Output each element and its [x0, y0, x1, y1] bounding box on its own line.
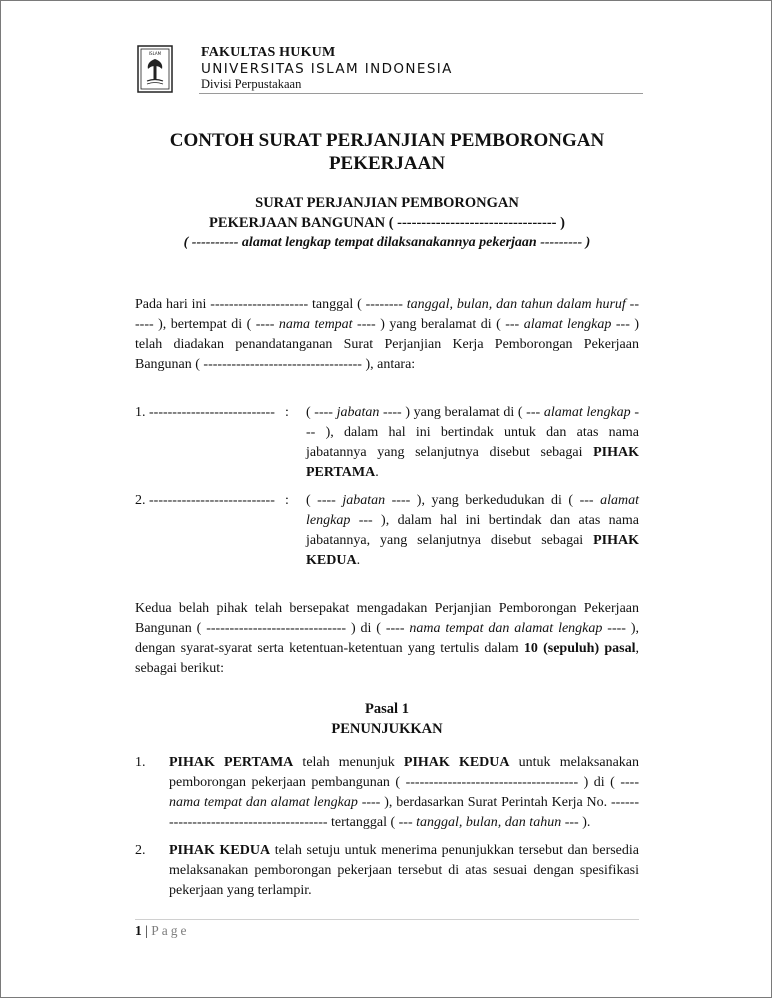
svg-text:ISLAM: ISLAM: [148, 51, 162, 56]
page-footer: [135, 923, 189, 939]
page-separator: |: [141, 923, 152, 938]
agreement-heading: [101, 193, 673, 253]
item-text: --- ).: [561, 815, 591, 830]
article-count: 10 (sepuluh) pasal: [523, 641, 636, 656]
intro-text: --- ) telah diadakan penandatanganan Surat Perjanjian Kerja Pemborongan Pekerjaan Bangunan ( ---------------------------------- ), antara:: [135, 317, 640, 372]
party-position-placeholder: jabatan: [342, 493, 386, 508]
item-text: telah menunjuk: [293, 755, 404, 770]
letterhead-rule: [199, 93, 643, 94]
intro-paragraph: [135, 295, 639, 375]
item-text: untuk melaksanakan pemborongan pekerjaan pembangunan ( ------------------------------------- ) di ( ----: [169, 755, 639, 790]
item-1-number: 1.: [135, 755, 146, 770]
title-line-2: PEKERJAAN: [328, 153, 446, 174]
agreement-text: , sebagai berikut:: [135, 641, 639, 676]
agreement-paragraph: [135, 599, 639, 679]
party-2-colon: :: [285, 493, 289, 508]
party-text: ---- ) yang beralamat di ( ---: [379, 405, 544, 420]
party-text: .: [375, 465, 379, 480]
party-2-description: [306, 491, 639, 571]
item-place-placeholder: nama tempat dan alamat lengkap: [169, 795, 358, 810]
item-text: ---- ), berdasarkan Surat Perintah Kerja No. ---------------------------------------- tertanggal ( ---: [169, 795, 639, 830]
party-role: PIHAK KEDUA: [403, 755, 510, 770]
footer-rule: [135, 919, 639, 920]
faculty-name: FAKULTAS HUKUM: [201, 45, 336, 60]
party-1-description: [306, 403, 639, 483]
item-date-placeholder: tanggal, bulan, dan tahun: [416, 815, 562, 830]
party-address-placeholder: alamat lengkap: [543, 405, 631, 420]
party-address-placeholder: alamat lengkap: [306, 493, 639, 528]
party-text: ( ----: [306, 493, 343, 508]
party-role: PIHAK PERTAMA: [306, 445, 639, 480]
university-logo: [137, 45, 173, 93]
article-title: PENUNJUKKAN: [331, 721, 443, 737]
subtitle-line-3: ( ---------- alamat lengkap tempat dilaksanakannya pekerjaan --------- ): [183, 235, 591, 250]
intro-place-placeholder: nama tempat: [278, 317, 353, 332]
party-1-colon: :: [285, 405, 289, 420]
party-text: ---- ), yang berkedudukan di ( ---: [385, 493, 601, 508]
party-text: --- ), dalam hal ini bertindak untuk dan atas nama jabatannya yang selanjutnya disebut sebagai: [306, 405, 639, 460]
party-2-name: 2. ---------------------------: [135, 493, 275, 508]
subtitle-line-2: PEKERJAAN BANGUNAN ( --------------------------------- ): [209, 215, 565, 231]
item-text: telah setuju untuk menerima penunjukkan tersebut dan bersedia melaksanakan pemborongan pekerjaan tersebut di atas sesuai dengan spesifikasi pekerjaan yang terlampir.: [169, 843, 639, 898]
party-role: PIHAK KEDUA: [306, 533, 639, 568]
university-name: UNIVERSITAS ISLAM INDONESIA: [201, 61, 453, 77]
party-text: ( ----: [306, 405, 337, 420]
article-number: Pasal 1: [365, 701, 409, 717]
agreement-place-placeholder: nama tempat dan alamat lengkap: [409, 621, 603, 636]
intro-text: ------ ), bertempat di ( ----: [135, 297, 639, 332]
party-role: PIHAK PERTAMA: [169, 755, 294, 770]
agreement-text: Kedua belah pihak telah bersepakat mengadakan Perjanjian Pemborongan Pekerjaan Bangunan ( ------------------------------ ) di ( ----: [135, 601, 639, 636]
party-text: --- ), dalam hal ini bertindak dan atas nama jabatannya, yang selanjutnya disebut sebagai: [306, 513, 639, 548]
division-name: Divisi Perpustakaan: [201, 77, 302, 91]
agreement-text: ---- ), dengan syarat-syarat serta ketentuan-ketentuan yang tertulis dalam: [135, 621, 640, 656]
article-heading: [101, 699, 673, 739]
title-line-1: CONTOH SURAT PERJANJIAN PEMBORONGAN: [169, 130, 605, 151]
party-position-placeholder: jabatan: [336, 405, 380, 420]
intro-address-placeholder: alamat lengkap: [523, 317, 612, 332]
subtitle-line-1: SURAT PERJANJIAN PEMBORONGAN: [255, 195, 519, 211]
item-1-text: [169, 753, 639, 833]
item-2-text: [169, 841, 639, 901]
party-role: PIHAK KEDUA: [169, 843, 271, 858]
page-number: 1: [135, 923, 142, 938]
item-2-number: 2.: [135, 843, 146, 858]
document-title: [101, 129, 673, 175]
party-1-name: 1. ---------------------------: [135, 405, 275, 420]
intro-text: ---- ) yang beralamat di ( ---: [352, 317, 524, 332]
intro-date-placeholder: tanggal, bulan, dan tahun dalam huruf: [406, 297, 626, 312]
party-text: .: [356, 553, 361, 568]
intro-text: Pada hari ini --------------------- tanggal ( --------: [135, 297, 407, 312]
page-label: Page: [151, 923, 190, 938]
